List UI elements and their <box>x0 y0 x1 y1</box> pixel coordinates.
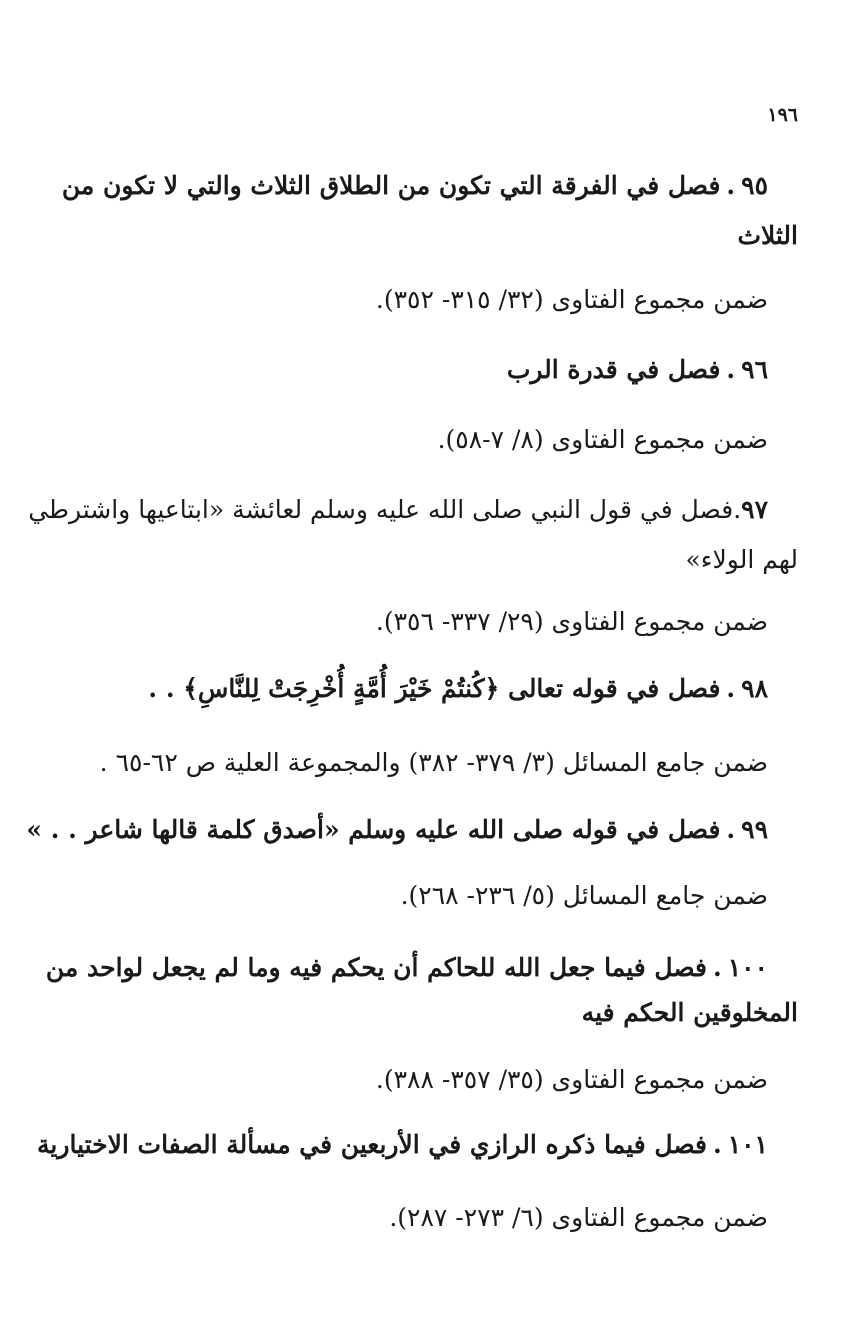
entry-97-title-cont: لهم الولاء» <box>685 545 798 574</box>
entry-separator: . <box>712 1130 722 1159</box>
entry-99-title <box>26 814 768 846</box>
entry-separator: . <box>726 355 736 384</box>
entry-number: ٩٧ <box>741 495 768 524</box>
entry-title-text: فصل في قوله صلى الله عليه وسلم «أصدق كلمة قالها شاعر . . » <box>26 815 721 844</box>
entry-title-text: فصل في قوله تعالى ﴿كُنتُمْ خَيْرَ أُمَّةٍ أُخْرِجَتْ لِلنَّاسِ﴾ . . <box>148 674 721 703</box>
entry-number: ٩٥ <box>741 171 768 200</box>
entry-title-text: فصل فيما ذكره الرازي في الأربعين في مسألة الصفات الاختيارية <box>37 1130 707 1159</box>
entry-title-text: فصل في قدرة الرب <box>506 355 721 384</box>
entry-title-text: فصل في الفرقة التي تكون من الطلاق الثلاث والتي لا تكون من <box>61 171 721 200</box>
entry-separator: . <box>712 953 722 982</box>
entry-number: ٩٦ <box>741 355 768 384</box>
entry-96-title <box>507 354 768 386</box>
entry-100-source: ضمن مجموع الفتاوى (٣٥/ ٣٥٧- ٣٨٨). <box>375 1065 768 1094</box>
entry-95-title-cont: الثلاث <box>737 221 798 250</box>
entry-98-title <box>148 673 768 705</box>
page-number: ١٩٦ <box>767 104 798 126</box>
entry-title-text: فصل فيما جعل الله للحاكم أن يحكم فيه وما لم يجعل لواحد من <box>45 953 707 982</box>
entry-97-title <box>28 494 768 526</box>
entry-title-text: فصل في قول النبي صلى الله عليه وسلم لعائشة «ابتاعيها واشترطي <box>28 495 734 524</box>
entry-number: ٩٨ <box>741 674 768 703</box>
entry-100-title-cont: المخلوقين الحكم فيه <box>581 998 798 1027</box>
entry-separator: . <box>726 674 736 703</box>
entry-101-title <box>37 1129 768 1161</box>
entry-number: ١٠١ <box>727 1130 768 1159</box>
entry-100-title <box>46 952 768 984</box>
entry-97-source: ضمن مجموع الفتاوى (٢٩/ ٣٣٧- ٣٥٦). <box>375 607 768 636</box>
entry-101-source: ضمن مجموع الفتاوى (٦/ ٢٧٣- ٢٨٧). <box>389 1203 768 1232</box>
entry-99-source: ضمن جامع المسائل (٥/ ٢٣٦- ٢٦٨). <box>400 881 768 910</box>
entry-separator: . <box>726 815 736 844</box>
entry-number: ١٠٠ <box>727 953 768 982</box>
entry-separator: . <box>733 495 742 524</box>
entry-number: ٩٩ <box>741 815 768 844</box>
entry-95-source: ضمن مجموع الفتاوى (٣٢/ ٣١٥- ٣٥٢). <box>375 285 768 314</box>
entry-96-source: ضمن مجموع الفتاوى (٨/ ٧-٥٨). <box>437 425 768 454</box>
entry-separator: . <box>726 171 736 200</box>
entry-95-title <box>62 170 768 202</box>
entry-98-source: ضمن جامع المسائل (٣/ ٣٧٩- ٣٨٢) والمجموعة العلية ص ٦٢-٦٥ . <box>99 748 768 777</box>
